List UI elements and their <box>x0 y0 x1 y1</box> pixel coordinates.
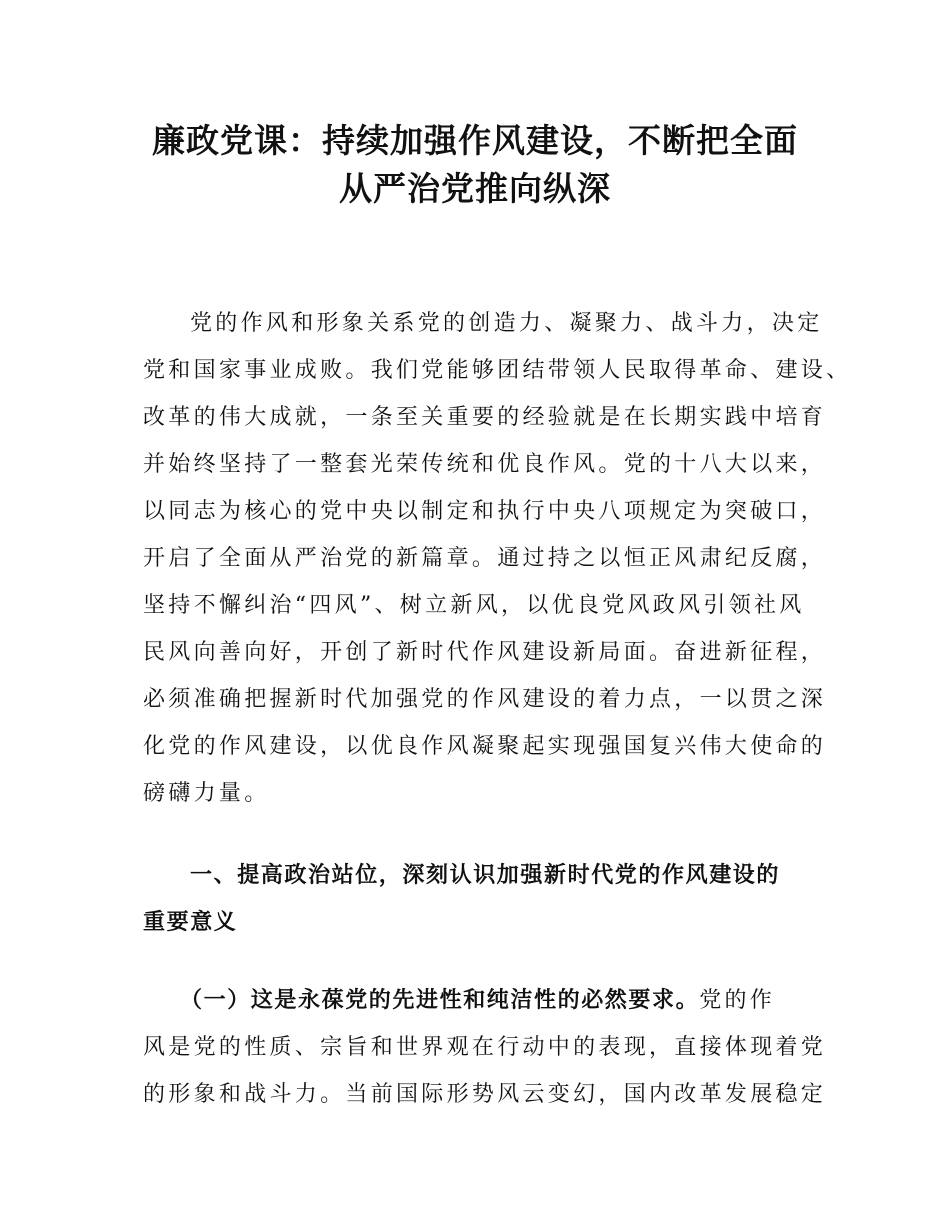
intro-paragraph-line: 改革的伟大成就，一条至关重要的经验就是在长期实践中培育 <box>143 405 827 430</box>
intro-paragraph-line: 党的作风和形象关系党的创造力、凝聚力、战斗力，决定 <box>190 311 823 336</box>
document-title-line-2: 从严治党推向纵深 <box>339 169 611 208</box>
section-1-heading-line-2: 重要意义 <box>143 910 238 935</box>
intro-paragraph-line: 民风向善向好，开创了新时代作风建设新局面。奋进新征程， <box>143 640 827 665</box>
intro-paragraph-line: 并始终坚持了一整套光荣传统和优良作风。党的十八大以来， <box>143 452 827 477</box>
intro-paragraph-line: 党和国家事业成败。我们党能够团结带领人民取得革命、建设、 <box>143 358 852 383</box>
subsection-1-first-line <box>180 986 880 1016</box>
subsection-1-heading: （一）这是永葆党的先进性和纯洁性的必然要求。 <box>180 988 700 1013</box>
intro-paragraph-line: 化党的作风建设，以优良作风凝聚起实现强国复兴伟大使命的 <box>143 734 827 759</box>
intro-paragraph-line: 以同志为核心的党中央以制定和执行中央八项规定为突破口， <box>143 499 827 524</box>
document-title-line-1: 廉政党课：持续加强作风建设，不断把全面 <box>152 121 798 160</box>
subsection-1-paragraph-line: 风是党的性质、宗旨和世界观在行动中的表现，直接体现着党 <box>143 1035 827 1060</box>
section-1-heading-line-1: 一、提高政治站位，深刻认识加强新时代党的作风建设的 <box>190 863 781 888</box>
intro-paragraph-line: 坚持不懈纠治“四风”、树立新风，以优良党风政风引领社风 <box>143 593 805 618</box>
subsection-1-first-line-text: 党的作 <box>699 988 776 1013</box>
intro-paragraph-line: 开启了全面从严治党的新篇章。通过持之以恒正风肃纪反腐， <box>143 546 827 571</box>
subsection-1-paragraph-line: 的形象和战斗力。当前国际形势风云变幻，国内改革发展稳定 <box>143 1082 827 1107</box>
intro-paragraph-line: 磅礴力量。 <box>143 781 270 806</box>
intro-paragraph-line: 必须准确把握新时代加强党的作风建设的着力点，一以贯之深 <box>143 687 827 712</box>
